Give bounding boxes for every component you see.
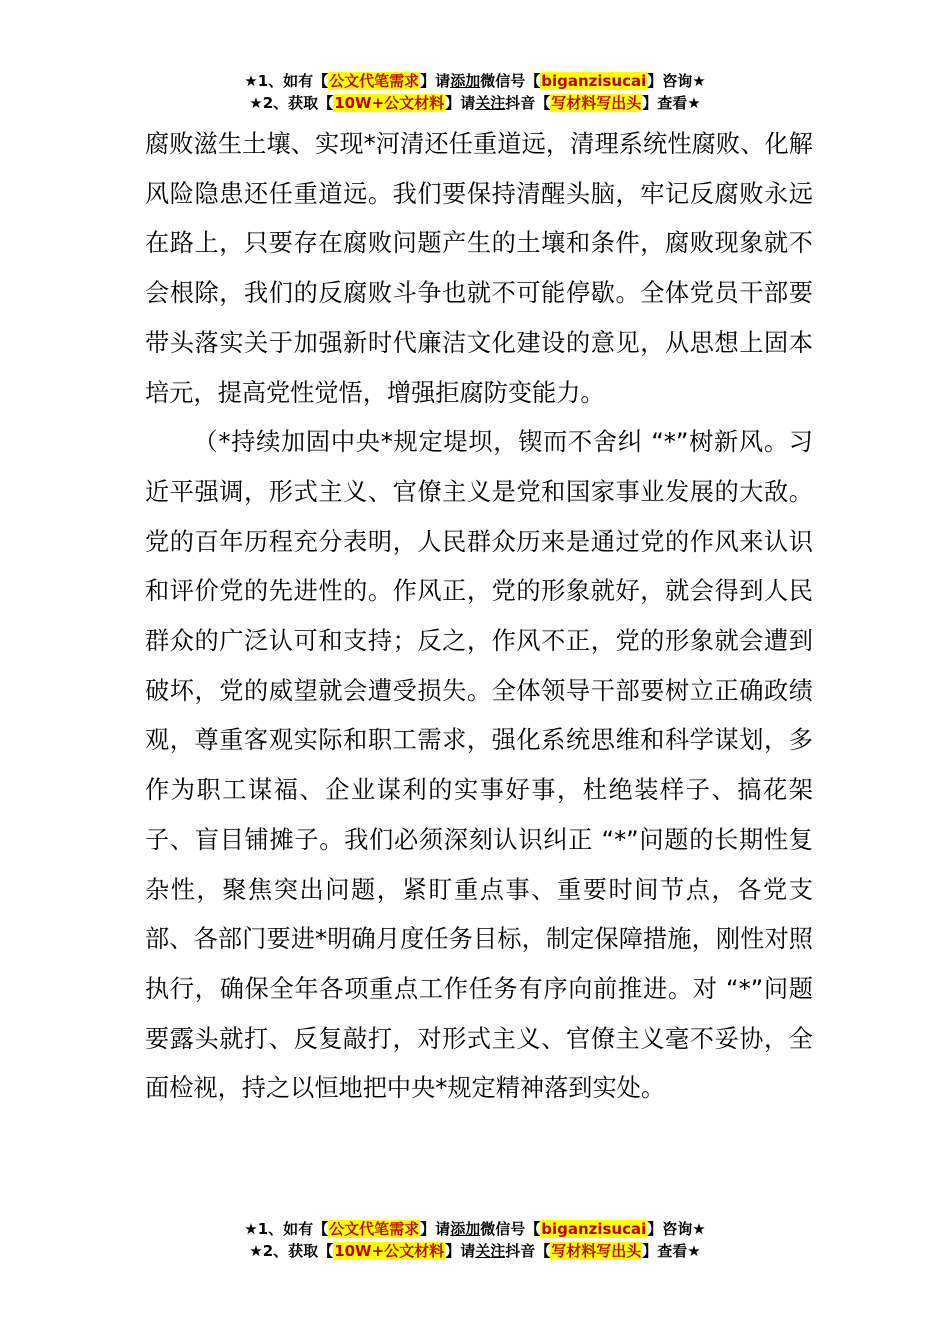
highlight-douyin-account: 写材料写出头 bbox=[551, 1242, 642, 1260]
promo-text: 】咨询★ bbox=[647, 1220, 706, 1238]
promo-text: 微信号【 bbox=[480, 1220, 541, 1238]
promo-text: 微信号【 bbox=[480, 72, 541, 90]
promo-text: ★1、如有【 bbox=[244, 1220, 329, 1238]
bottom-promo-banner bbox=[0, 1218, 950, 1262]
promo-text: ★2、获取【 bbox=[249, 94, 334, 112]
promo-emphasis: 关注 bbox=[475, 1242, 506, 1260]
promo-text: 】请 bbox=[420, 72, 451, 90]
promo-text: 】请 bbox=[445, 1242, 476, 1260]
promo-line-1 bbox=[0, 1218, 950, 1240]
highlight-service: 公文代笔需求 bbox=[329, 72, 420, 90]
highlight-materials: 10W+公文材料 bbox=[334, 1242, 445, 1260]
promo-line-1 bbox=[0, 70, 950, 92]
highlight-wechat-id: biganzisucai bbox=[541, 1220, 647, 1238]
body-paragraph-1: 腐败滋生土壤、实现*河清还任重道远，清理系统性腐败、化解风险隐患还任重道远。我们要保持清醒头脑，牢记反腐败永远在路上，只要存在腐败问题产生的土壤和条件，腐败现象就不会根除，我们的反腐败斗争也就不可能停歇。全体党员干部要带头落实关于加强新时代廉洁文化建设的意见，从思想上固本培元，提高党性觉悟，增强拒腐防变能力。 bbox=[145, 130, 813, 407]
body-paragraph-2: （*持续加固中央*规定堤坝，锲而不舍纠 “*”树新风。习近平强调，形式主义、官僚主义是党和国家事业发展的大敌。党的百年历程充分表明，人民群众历来是通过党的作风来认识和评价党的先进性的。作风正，党的形象就好，就会得到人民群众的广泛认可和支持；反之，作风不正，党的形象就会遭到破坏，党的威望就会遭受损失。全体领导干部要树立正确政绩观，尊重客观实际和职工需求，强化系统思维和科学谋划，多作为职工谋福、企业谋利的实事好事，杜绝装样子、搞花架子、盲目铺摊子。我们必须深刻认识纠正 “*”问题的长期性复杂性，聚焦突出问题，紧盯重点事、重要时间节点，各党支部、各部门要进*明确月度任务目标，制定保障措施，刚性对照执行，确保全年各项重点工作任务有序向前推进。对 “*”问题要露头就打、反复敲打，对形式主义、官僚主义毫不妥协，全面检视，持之以恒地把中央*规定精神落到实处。 bbox=[145, 428, 813, 1103]
promo-text: 】查看★ bbox=[642, 94, 701, 112]
highlight-service: 公文代笔需求 bbox=[329, 1220, 420, 1238]
promo-text: 】请 bbox=[445, 94, 476, 112]
promo-text: 】咨询★ bbox=[647, 72, 706, 90]
promo-text: 】请 bbox=[420, 1220, 451, 1238]
promo-text: 】查看★ bbox=[642, 1242, 701, 1260]
promo-line-2 bbox=[0, 1240, 950, 1262]
top-promo-banner bbox=[0, 70, 950, 114]
promo-emphasis: 关注 bbox=[475, 94, 506, 112]
promo-text: ★1、如有【 bbox=[244, 72, 329, 90]
promo-line-2 bbox=[0, 92, 950, 114]
highlight-wechat-id: biganzisucai bbox=[541, 72, 647, 90]
promo-text: 抖音【 bbox=[505, 1242, 551, 1260]
document-body bbox=[145, 120, 813, 1114]
promo-text: ★2、获取【 bbox=[249, 1242, 334, 1260]
promo-emphasis: 添加 bbox=[450, 1220, 481, 1238]
promo-emphasis: 添加 bbox=[450, 72, 481, 90]
highlight-douyin-account: 写材料写出头 bbox=[551, 94, 642, 112]
promo-text: 抖音【 bbox=[505, 94, 551, 112]
highlight-materials: 10W+公文材料 bbox=[334, 94, 445, 112]
